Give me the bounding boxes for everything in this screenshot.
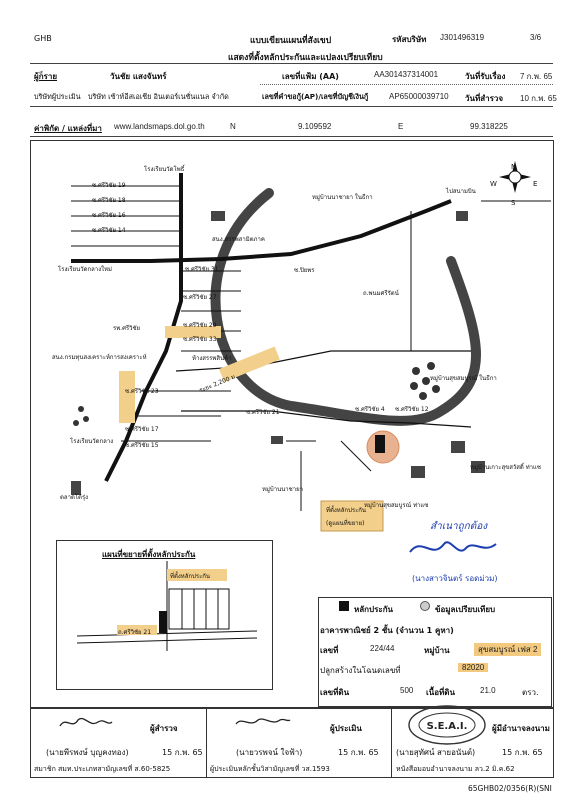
label-alley23: ซ.ศรีวิชัย 23 [125, 388, 159, 395]
survey-label: วันที่สำรวจ [465, 94, 504, 103]
company-code-label: รหัสบริษัท [392, 35, 427, 44]
appraiser-date: 15 ก.พ. 65 [338, 748, 379, 757]
label-school3: โรงเรียนวัดกลาง [70, 438, 114, 445]
authorized-note: หนังสือมอบอำนาจลงนาม ลว.2 มิ.ค.62 [396, 765, 515, 773]
file-number: AA301437314001 [374, 70, 439, 79]
company-stamp [406, 704, 488, 746]
area-value: 21.0 [480, 686, 496, 695]
label-school1: โรงเรียนวัดโพธิ์ [144, 166, 185, 173]
surveyor-role: ผู้สำรวจ [150, 724, 178, 733]
deed-value: 82020 [458, 663, 488, 672]
label-alley12: ซ.ศรีวิชัย 12 [395, 406, 429, 413]
label-alley14: ซ.ศรีวิชัย 14 [92, 227, 126, 234]
label-alley19: ซ.ศรีวิชัย 19 [92, 182, 126, 189]
e-value: 99.318225 [470, 122, 508, 131]
surveyor-member: สมาชิก สมท.ประเภทสามัญเลขที่ ส.60-5825 [34, 765, 171, 773]
ap-label: เลขที่คำขอกู้(AP)/เลขที่บัญชีเงินกู้ [262, 92, 369, 101]
label-hwy: ถ.พนมศรีรัตน์ [363, 290, 399, 297]
label-soi-p: ซ.ปิยพร [294, 267, 315, 274]
compass-s: S [511, 199, 516, 207]
appraiser-signature [232, 712, 292, 732]
label-prov-office: สนง.กรมทุนสงเคราะห์การสงเคราะห์ [52, 354, 147, 361]
area-unit: ตรว. [522, 688, 539, 697]
label-alley18: ซ.ศรีวิชัย 18 [92, 197, 126, 204]
label-alley16: ซ.ศรีวิชัย 16 [92, 212, 126, 219]
appraiser-name: (นายวรพจน์ ใจฟ้า) [236, 748, 303, 757]
label-village-right: หมู่บ้านสุขสมบูรณ์ ในธีกา [430, 375, 497, 382]
appraiser-role: ผู้ประเมิน [330, 724, 362, 733]
label-village-far: หมู่บ้านเกาะสุขสวัสดิ์ ท่าแซ [470, 464, 541, 471]
e-label: E [398, 122, 404, 131]
label-alley4: ซ.ศรีวิชัย 4 [355, 406, 385, 413]
coord-source: www.landsmaps.dol.go.th [114, 122, 205, 131]
label-collateral-loc2: (ดูแผนที่ขยาย) [326, 520, 365, 527]
reporter-name: วันชัย แสงจันทร์ [110, 72, 167, 81]
authorized-role: ผู้มีอำนาจลงนาม [492, 724, 550, 733]
area-label: เนื้อที่ดิน [426, 688, 455, 697]
property-type: อาคารพาณิชย์ 2 ชั้น (จำนวน 1 คูหา) [320, 626, 454, 635]
surveyor-date: 15 ก.พ. 65 [162, 748, 203, 757]
surveyor-signature [56, 712, 116, 732]
legend-comparable: ข้อมูลเปรียบเทียบ [435, 605, 496, 614]
authorized-name: (นายสุทัศน์ สายอนันต์) [396, 748, 476, 757]
label-tax-office: สนง.สรรพสามิตภาค [212, 236, 265, 243]
label-alley17: ซ.ศรีวิชัย 17 [125, 426, 159, 433]
inset-map [57, 541, 272, 689]
form-title: แบบเขียนแผนที่สังเขป [250, 36, 332, 46]
village-label: หมู่บ้าน [424, 646, 450, 655]
label-village-bottom: หมู่บ้านสุขสมบูรณ์ ท่าแซ [364, 502, 429, 509]
collateral-legend-icon [339, 601, 349, 611]
stamp-text: S.E.A.I. [426, 721, 468, 732]
label-market: ห้างสรรพสินค้า [192, 355, 232, 362]
authorized-date: 15 ก.พ. 65 [502, 748, 543, 757]
n-label: N [230, 122, 236, 131]
certify-signature [404, 530, 504, 568]
label-market2: ตลาดโต้รุ่ง [60, 494, 89, 501]
coord-label: ค่าพิกัด / แหล่งที่มา [34, 124, 102, 133]
comparable-legend-icon [420, 601, 430, 611]
inset-title: แผนที่ขยายที่ตั้งหลักประกัน [102, 550, 196, 559]
collateral-marker-icon [375, 435, 385, 453]
compass-n: N [511, 163, 517, 171]
label-alley31: ซ.ศรีวิชัย 31 [185, 266, 219, 273]
label-village-nai: หมู่บ้านนาชายา ในธีกา [312, 194, 373, 201]
reporter-label: ผู้ก็ราย [34, 72, 58, 81]
label-alley21: ซ.ศรีวิชัย 21 [246, 409, 280, 416]
label-village-s: หมู่บ้านนาชายา [262, 486, 303, 493]
label-collateral-loc: ที่ตั้งหลักประกัน [326, 507, 367, 514]
label-hospital: รพ.ศรีวิชัย [113, 325, 141, 332]
legend-collateral: หลักประกัน [354, 605, 394, 614]
received-label: วันที่รับเรื่อง [465, 72, 506, 81]
company-label: บริษัทผู้ประเมิน [34, 92, 81, 101]
received-date: 7 ก.พ. 65 [520, 72, 553, 81]
company-name: บริษัท เซ้าท์อีสเอเชีย อินเตอร์เนชั่นแนล จำกัด [88, 92, 229, 101]
label-alley15: ซ.ศรีวิชัย 15 [125, 442, 159, 449]
label-school2: โรงเรียนวัดกลางใหม่ [58, 266, 112, 273]
company-code: J301496319 [440, 33, 485, 42]
doc-code: 65GHB02/0356(R)(SNI [468, 784, 552, 793]
bank-code: GHB [34, 34, 52, 43]
certify-name: (นางสาวจินตร์ รอดม่วม) [412, 574, 498, 583]
ap-number: AP65000039710 [389, 92, 449, 101]
surveyor-name: (นายพีรพงษ์ บุญคงทอง) [46, 748, 129, 757]
label-alley27: ซ.ศรีวิชัย 27 [183, 294, 217, 301]
inset-collateral-label: ที่ตั้งหลักประกัน [170, 573, 211, 580]
label-dist: ระยะ 2,200 ม. [198, 372, 239, 395]
page-subtitle: แสดงที่ตั้งหลักประกันและแปลงเปรียบเทียบ [228, 53, 383, 63]
compass-e: E [533, 180, 538, 188]
land-label: เลขที่ดิน [320, 688, 350, 697]
survey-date: 10 ก.พ. 65 [520, 94, 557, 103]
inset-road-label: ถ.ศรีวิชัย 21 [118, 629, 152, 636]
no-label: เลขที่ [320, 646, 339, 655]
file-label: เลขที่แฟ้ม (AA) [282, 72, 339, 81]
compass-w: W [490, 180, 497, 188]
certify-text: สำเนาถูกต้อง [430, 521, 488, 532]
village-value: สุขสมบูรณ์ เฟส 2 [474, 643, 541, 656]
page-number: 3/6 [530, 33, 542, 42]
land-value: 500 [400, 686, 414, 695]
label-alley29: ซ.ศรีวิชัย 29 [183, 322, 217, 329]
n-value: 9.109592 [298, 122, 332, 131]
deed-label: ปลูกสร้างในโฉนดเลขที่ [320, 666, 401, 675]
appraiser-license: ผู้ประเมินหลักชั้นวิสามัญเลขที่ วส.1593 [210, 765, 330, 773]
no-value: 224/44 [370, 644, 395, 653]
label-to-city: ไปสนามบิน [446, 188, 476, 195]
label-alley33: ซ.ศรีวิชัย 33 [183, 336, 217, 343]
